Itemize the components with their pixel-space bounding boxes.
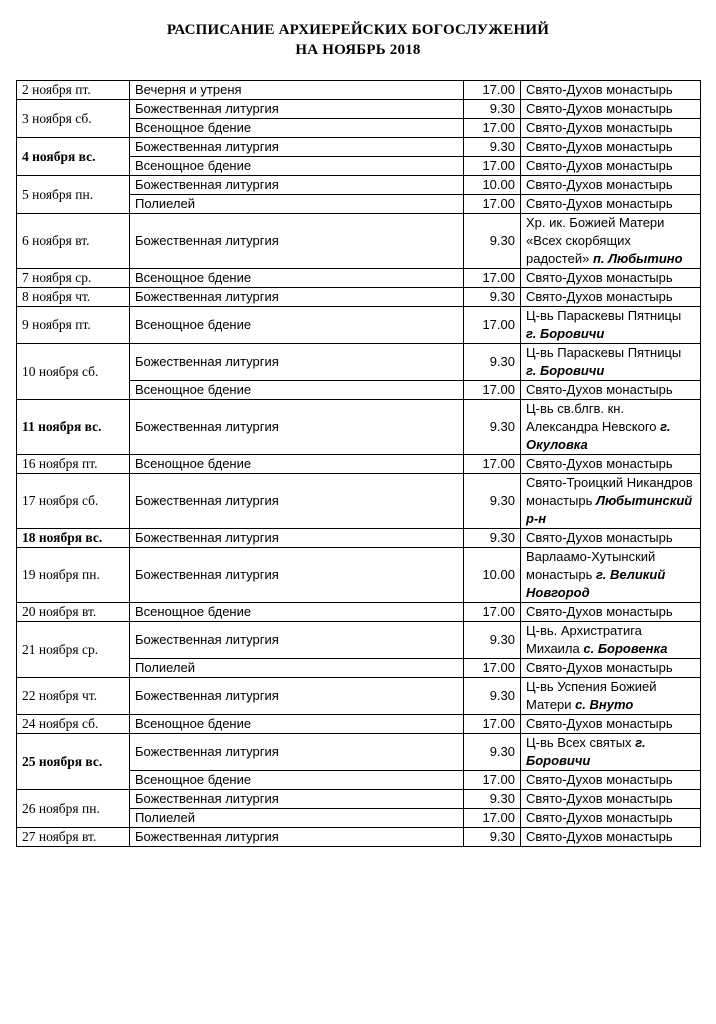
place-cell <box>521 828 701 847</box>
place-cell <box>521 307 701 344</box>
place-name: Свято-Духов монастырь <box>526 530 673 545</box>
time-cell: 9.30 <box>464 214 521 269</box>
date-cell: 9 ноября пт. <box>17 307 130 344</box>
time-cell: 17.00 <box>464 771 521 790</box>
place-cell <box>521 157 701 176</box>
place-cell <box>521 288 701 307</box>
date-cell: 25 ноября вс. <box>17 734 130 790</box>
place-cell <box>521 548 701 603</box>
time-cell: 9.30 <box>464 288 521 307</box>
table-row <box>17 81 701 100</box>
service-cell: Всенощное бдение <box>130 771 464 790</box>
place-cell <box>521 81 701 100</box>
date-cell: 27 ноября вт. <box>17 828 130 847</box>
table-row <box>17 269 701 288</box>
place-name: Свято-Троицкий Никандров монастырь <box>526 475 693 508</box>
place-name: Ц-вь Успения Божией Матери <box>526 679 657 712</box>
place-name: Ц-вь св.блгв. кн. Александра Невского <box>526 401 657 434</box>
date-cell: 2 ноября пт. <box>17 81 130 100</box>
time-cell: 17.00 <box>464 195 521 214</box>
date-cell: 5 ноября пн. <box>17 176 130 214</box>
time-cell: 9.30 <box>464 828 521 847</box>
place-name: Ц-вь Параскевы Пятницы <box>526 308 682 323</box>
place-cell <box>521 455 701 474</box>
service-cell: Божественная литургия <box>130 138 464 157</box>
service-cell: Божественная литургия <box>130 678 464 715</box>
service-cell: Божественная литургия <box>130 474 464 529</box>
place-cell <box>521 771 701 790</box>
service-cell: Полиелей <box>130 659 464 678</box>
time-cell: 17.00 <box>464 157 521 176</box>
schedule-body <box>17 81 701 847</box>
service-cell: Полиелей <box>130 809 464 828</box>
place-location: г. Великий Новгород <box>526 567 666 600</box>
place-name: Свято-Духов монастырь <box>526 120 673 135</box>
time-cell: 9.30 <box>464 734 521 771</box>
place-cell <box>521 809 701 828</box>
time-cell: 9.30 <box>464 100 521 119</box>
table-row <box>17 474 701 529</box>
place-name: Свято-Духов монастырь <box>526 196 673 211</box>
place-name: Варлаамо-Хутынский монастырь <box>526 549 656 582</box>
service-cell: Полиелей <box>130 195 464 214</box>
place-cell <box>521 659 701 678</box>
table-row <box>17 138 701 157</box>
table-row <box>17 529 701 548</box>
date-cell: 11 ноября вс. <box>17 400 130 455</box>
table-row <box>17 715 701 734</box>
place-name: Свято-Духов монастырь <box>526 289 673 304</box>
time-cell: 17.00 <box>464 381 521 400</box>
place-cell <box>521 381 701 400</box>
table-row <box>17 603 701 622</box>
time-cell: 17.00 <box>464 603 521 622</box>
date-cell: 24 ноября сб. <box>17 715 130 734</box>
place-cell <box>521 344 701 381</box>
date-cell: 10 ноября сб. <box>17 344 130 400</box>
service-cell: Божественная литургия <box>130 734 464 771</box>
table-row <box>17 176 701 195</box>
place-name: Свято-Духов монастырь <box>526 82 673 97</box>
service-cell: Божественная литургия <box>130 344 464 381</box>
table-row <box>17 548 701 603</box>
place-name: Свято-Духов монастырь <box>526 810 673 825</box>
place-name: Свято-Духов монастырь <box>526 456 673 471</box>
time-cell: 17.00 <box>464 659 521 678</box>
time-cell: 9.30 <box>464 529 521 548</box>
service-cell: Всенощное бдение <box>130 157 464 176</box>
time-cell: 9.30 <box>464 344 521 381</box>
place-cell <box>521 603 701 622</box>
time-cell: 17.00 <box>464 809 521 828</box>
time-cell: 9.30 <box>464 474 521 529</box>
service-cell: Божественная литургия <box>130 100 464 119</box>
service-cell: Божественная литургия <box>130 828 464 847</box>
place-location: г. Боровичи <box>526 363 605 378</box>
table-row <box>17 214 701 269</box>
place-cell <box>521 678 701 715</box>
time-cell: 17.00 <box>464 119 521 138</box>
place-name: Свято-Духов монастырь <box>526 660 673 675</box>
time-cell: 9.30 <box>464 138 521 157</box>
place-cell <box>521 214 701 269</box>
service-cell: Всенощное бдение <box>130 269 464 288</box>
document-title: РАСПИСАНИЕ АРХИЕРЕЙСКИХ БОГОСЛУЖЕНИЙ <box>166 22 550 38</box>
table-row <box>17 828 701 847</box>
place-location: с. Боровенка <box>583 641 668 656</box>
place-location: г. Боровичи <box>526 326 605 341</box>
place-name: Свято-Духов монастырь <box>526 382 673 397</box>
date-cell: 7 ноября ср. <box>17 269 130 288</box>
place-location: Любытинский р-н <box>526 493 693 526</box>
service-cell: Всенощное бдение <box>130 455 464 474</box>
table-row <box>17 622 701 659</box>
table-row <box>17 344 701 381</box>
table-row <box>17 288 701 307</box>
date-cell: 19 ноября пн. <box>17 548 130 603</box>
table-row <box>17 307 701 344</box>
service-cell: Божественная литургия <box>130 622 464 659</box>
place-location: п. Любытино <box>592 251 683 266</box>
date-cell: 16 ноября пт. <box>17 455 130 474</box>
time-cell: 17.00 <box>464 715 521 734</box>
service-cell: Всенощное бдение <box>130 715 464 734</box>
place-location: г. Боровичи <box>526 735 646 768</box>
service-cell: Божественная литургия <box>130 548 464 603</box>
place-name: Свято-Духов монастырь <box>526 716 673 731</box>
place-name: Свято-Духов монастырь <box>526 604 673 619</box>
service-cell: Божественная литургия <box>130 176 464 195</box>
place-name: Свято-Духов монастырь <box>526 101 673 116</box>
place-cell <box>521 474 701 529</box>
date-cell: 26 ноября пн. <box>17 790 130 828</box>
service-cell: Всенощное бдение <box>130 603 464 622</box>
time-cell: 17.00 <box>464 307 521 344</box>
date-cell: 17 ноября сб. <box>17 474 130 529</box>
table-row <box>17 400 701 455</box>
time-cell: 10.00 <box>464 176 521 195</box>
table-row <box>17 678 701 715</box>
place-cell <box>521 400 701 455</box>
date-cell: 20 ноября вт. <box>17 603 130 622</box>
time-cell: 10.00 <box>464 548 521 603</box>
place-cell <box>521 715 701 734</box>
place-cell <box>521 138 701 157</box>
time-cell: 17.00 <box>464 81 521 100</box>
time-cell: 9.30 <box>464 790 521 809</box>
schedule-table <box>16 80 701 847</box>
place-name: Ц-вь Параскевы Пятницы <box>526 345 682 360</box>
document-subtitle: НА НОЯБРЬ 2018 <box>295 42 421 58</box>
place-cell <box>521 100 701 119</box>
place-name: Хр. ик. Божией Матери «Всех скорбящих радостей» <box>526 215 665 266</box>
date-cell: 4 ноября вс. <box>17 138 130 176</box>
place-name: Ц-вь Всех святых <box>526 735 632 750</box>
place-location: с. Внуто <box>575 697 634 712</box>
place-name: Свято-Духов монастырь <box>526 829 673 844</box>
time-cell: 9.30 <box>464 400 521 455</box>
service-cell: Вечерня и утреня <box>130 81 464 100</box>
service-cell: Божественная литургия <box>130 529 464 548</box>
service-cell: Всенощное бдение <box>130 307 464 344</box>
table-row <box>17 734 701 771</box>
place-name: Свято-Духов монастырь <box>526 270 673 285</box>
service-cell: Всенощное бдение <box>130 381 464 400</box>
time-cell: 9.30 <box>464 678 521 715</box>
place-cell <box>521 119 701 138</box>
date-cell: 3 ноября сб. <box>17 100 130 138</box>
place-location: г. Окуловка <box>526 419 671 452</box>
service-cell: Всенощное бдение <box>130 119 464 138</box>
place-name: Свято-Духов монастырь <box>526 158 673 173</box>
place-cell <box>521 734 701 771</box>
service-cell: Божественная литургия <box>130 400 464 455</box>
place-name: Ц-вь. Архистратига Михаила <box>526 623 642 656</box>
table-row <box>17 790 701 809</box>
place-name: Свято-Духов монастырь <box>526 139 673 154</box>
table-row <box>17 100 701 119</box>
place-cell <box>521 269 701 288</box>
table-row <box>17 455 701 474</box>
time-cell: 17.00 <box>464 269 521 288</box>
service-cell: Божественная литургия <box>130 288 464 307</box>
date-cell: 6 ноября вт. <box>17 214 130 269</box>
place-name: Свято-Духов монастырь <box>526 177 673 192</box>
place-name: Свято-Духов монастырь <box>526 791 673 806</box>
time-cell: 9.30 <box>464 622 521 659</box>
service-cell: Божественная литургия <box>130 790 464 809</box>
date-cell: 21 ноября ср. <box>17 622 130 678</box>
place-name: Свято-Духов монастырь <box>526 772 673 787</box>
date-cell: 22 ноября чт. <box>17 678 130 715</box>
place-cell <box>521 529 701 548</box>
place-cell <box>521 790 701 809</box>
place-cell <box>521 195 701 214</box>
date-cell: 8 ноября чт. <box>17 288 130 307</box>
service-cell: Божественная литургия <box>130 214 464 269</box>
date-cell: 18 ноября вс. <box>17 529 130 548</box>
place-cell <box>521 176 701 195</box>
place-cell <box>521 622 701 659</box>
time-cell: 17.00 <box>464 455 521 474</box>
